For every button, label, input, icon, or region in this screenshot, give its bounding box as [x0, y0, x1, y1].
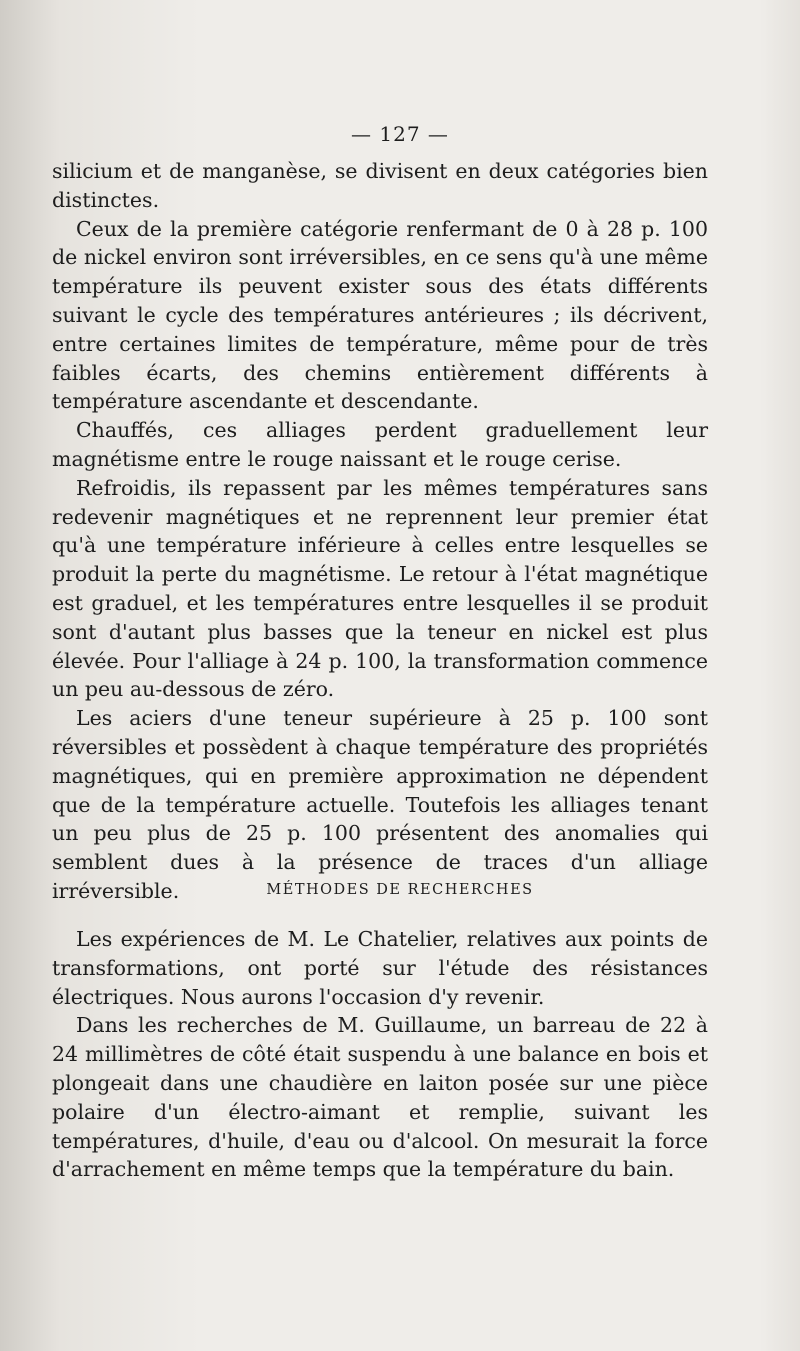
body-text-upper: [52, 157, 708, 906]
paragraph: Ceux de la première catégorie renfermant de 0 à 28 p. 100 de nickel environ sont irréversibles, en ce sens qu'à une même température ils peuvent exister sous des états différents suivant le cycle des températures antérieures ; ils décrivent, entre certaines limites de température, même pour de très faibles écarts, des chemins entièrement différents à température ascendante et descendante.: [52, 216, 708, 414]
paragraph: Les expériences de M. Le Chatelier, relatives aux points de transformations, ont porté sur l'étude des résistances électriques. Nous aurons l'occasion d'y revenir.: [52, 927, 708, 1009]
paragraph: Dans les recherches de M. Guillaume, un barreau de 22 à 24 millimètres de côté était suspendu à une balance en bois et plongeait dans une chaudière en laiton posée sur une pièce polaire d'un électro-aimant et remplie, suivant les températures, d'huile, d'eau ou d'alcool. On mesurait la force d'arrachement en même temps que la température du bain.: [52, 1013, 708, 1182]
paragraph: Refroidis, ils repassent par les mêmes températures sans redevenir magnétiques et ne reprennent leur premier état qu'à une température inférieure à celles entre lesquelles se produit la perte du magnétisme. Le retour à l'état magnétique est graduel, et les températures entre lesquelles il se produit sont d'autant plus basses que la teneur en nickel est plus élevée. Pour l'alliage à 24 p. 100, la transformation commence un peu au-dessous de zéro.: [52, 475, 708, 702]
section-heading: MÉTHODES DE RECHERCHES: [266, 882, 534, 898]
paragraph: Chauffés, ces alliages perdent graduellement leur magnétisme entre le rouge naissant et le rouge cerise.: [52, 418, 708, 471]
paragraph: silicium et de manganèse, se divisent en deux catégories bien distinctes.: [52, 159, 708, 212]
page-number: — 127 —: [351, 122, 449, 146]
body-text-lower: [52, 925, 708, 1184]
paragraph: Les aciers d'une teneur supérieure à 25 p. 100 sont réversibles et possèdent à chaque température des propriétés magnétiques, qui en première approximation ne dépendent que de la température actuelle. Toutefois les alliages tenant un peu plus de 25 p. 100 présentent des anomalies qui semblent dues à la présence de traces d'un alliage irréversible.: [52, 706, 708, 903]
